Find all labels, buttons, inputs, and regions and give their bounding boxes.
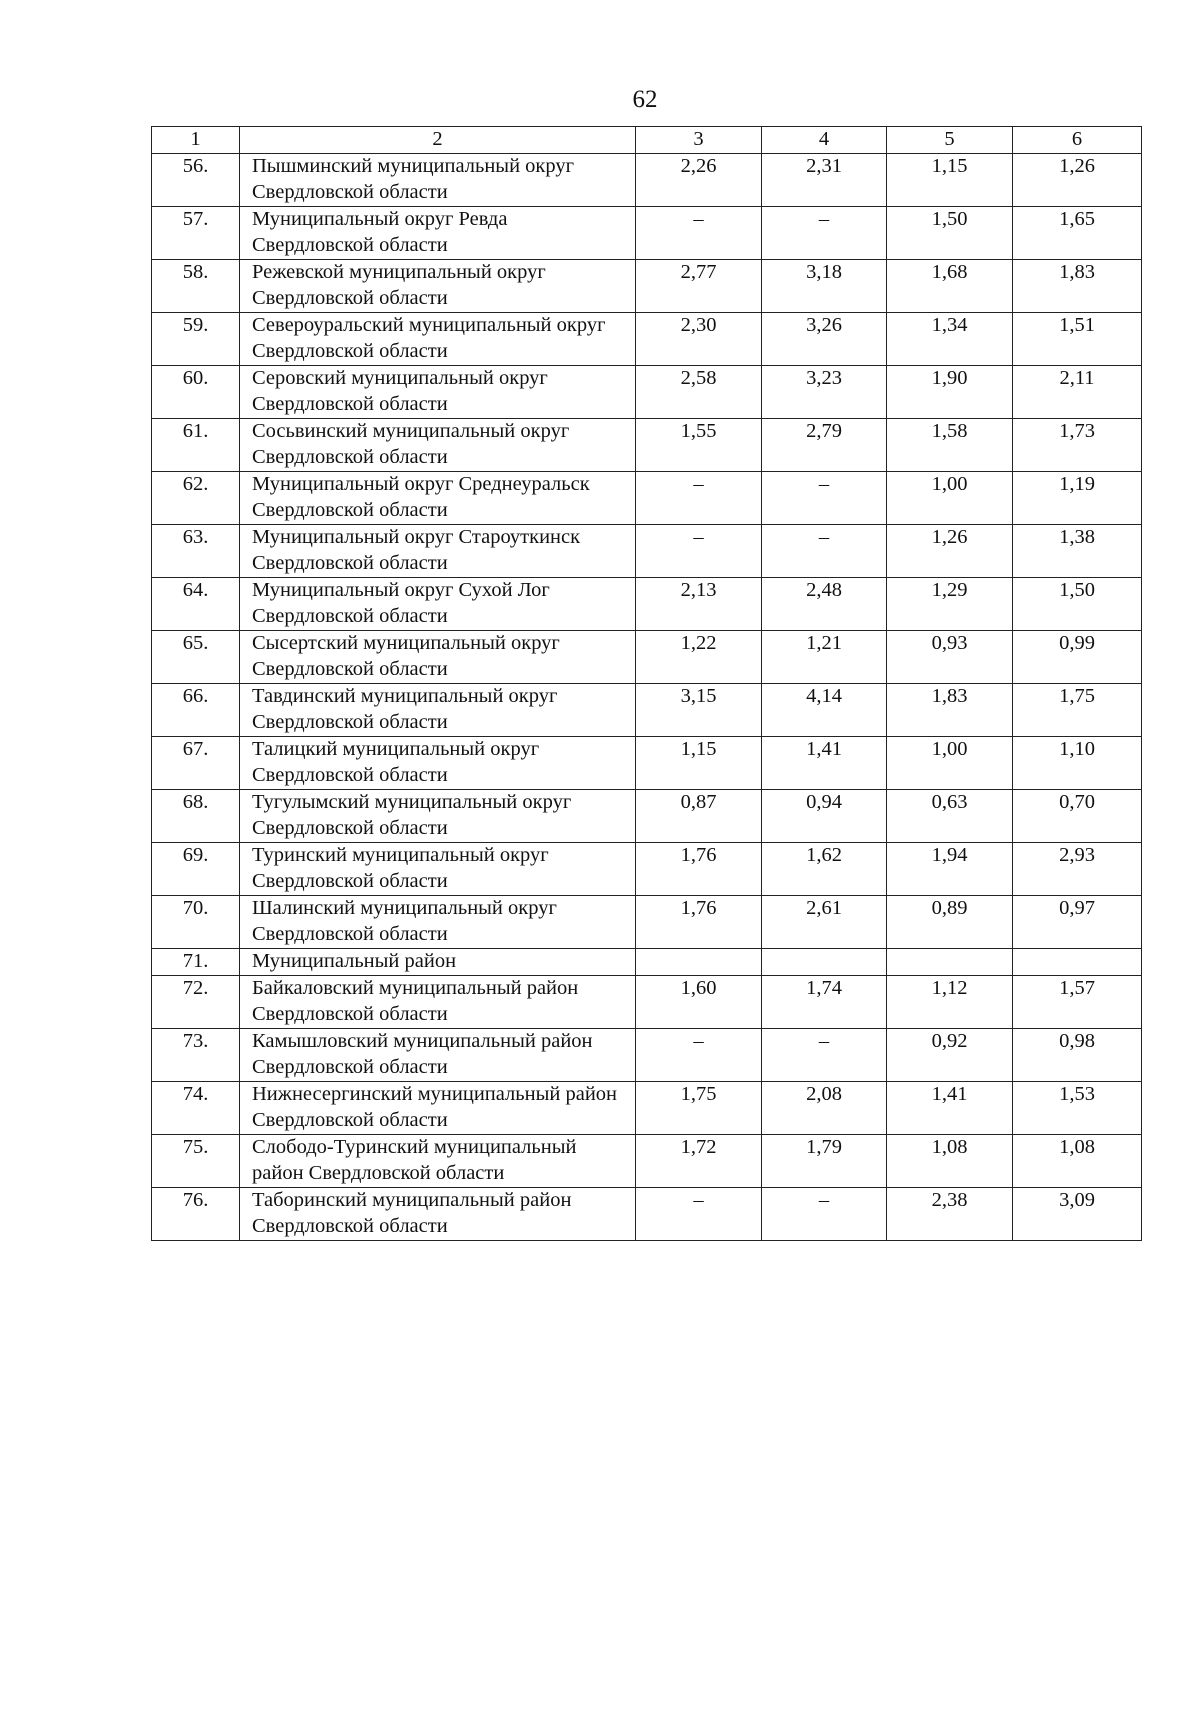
row-number: 59. bbox=[152, 313, 240, 366]
value-col-5: 1,83 bbox=[887, 684, 1013, 737]
row-number: 76. bbox=[152, 1188, 240, 1241]
value-col-3: – bbox=[636, 1188, 762, 1241]
table-row bbox=[152, 896, 1142, 949]
municipality-name: Таборинский муниципальный район Свердловской области bbox=[240, 1188, 636, 1241]
value-col-3: 2,77 bbox=[636, 260, 762, 313]
table-row bbox=[152, 843, 1142, 896]
table-row bbox=[152, 419, 1142, 472]
row-number: 57. bbox=[152, 207, 240, 260]
row-number: 75. bbox=[152, 1135, 240, 1188]
municipality-name: Камышловский муниципальный район Свердловской области bbox=[240, 1029, 636, 1082]
value-col-6: 1,83 bbox=[1013, 260, 1142, 313]
value-col-4: 3,23 bbox=[762, 366, 887, 419]
municipality-name: Муниципальный округ Среднеуральск Свердловской области bbox=[240, 472, 636, 525]
value-col-5: 0,92 bbox=[887, 1029, 1013, 1082]
value-col-5: 1,90 bbox=[887, 366, 1013, 419]
value-col-6: 1,75 bbox=[1013, 684, 1142, 737]
table-row bbox=[152, 1029, 1142, 1082]
value-col-6: 2,93 bbox=[1013, 843, 1142, 896]
table-row bbox=[152, 631, 1142, 684]
row-number: 67. bbox=[152, 737, 240, 790]
row-number: 62. bbox=[152, 472, 240, 525]
value-col-5: 1,68 bbox=[887, 260, 1013, 313]
value-col-3: 3,15 bbox=[636, 684, 762, 737]
value-col-6: 1,53 bbox=[1013, 1082, 1142, 1135]
value-col-5: 1,00 bbox=[887, 472, 1013, 525]
value-col-6: 3,09 bbox=[1013, 1188, 1142, 1241]
table-row bbox=[152, 1135, 1142, 1188]
value-col-4: 3,26 bbox=[762, 313, 887, 366]
value-col-4: – bbox=[762, 472, 887, 525]
data-table bbox=[151, 126, 1142, 1241]
value-col-5: 1,94 bbox=[887, 843, 1013, 896]
value-col-5: 1,41 bbox=[887, 1082, 1013, 1135]
value-col-5: 0,89 bbox=[887, 896, 1013, 949]
value-col-4: – bbox=[762, 207, 887, 260]
value-col-5: 1,12 bbox=[887, 976, 1013, 1029]
value-col-6: 0,98 bbox=[1013, 1029, 1142, 1082]
table-row bbox=[152, 684, 1142, 737]
table-row bbox=[152, 949, 1142, 976]
row-number: 64. bbox=[152, 578, 240, 631]
municipality-name: Тугулымский муниципальный округ Свердловской области bbox=[240, 790, 636, 843]
table-row bbox=[152, 578, 1142, 631]
row-number: 74. bbox=[152, 1082, 240, 1135]
value-col-5: 0,93 bbox=[887, 631, 1013, 684]
value-col-5: 1,58 bbox=[887, 419, 1013, 472]
column-header: 4 bbox=[762, 127, 887, 154]
row-number: 65. bbox=[152, 631, 240, 684]
value-col-5: 1,50 bbox=[887, 207, 1013, 260]
value-col-6: 2,11 bbox=[1013, 366, 1142, 419]
value-col-3: – bbox=[636, 525, 762, 578]
value-col-3 bbox=[636, 949, 762, 976]
value-col-6: 0,70 bbox=[1013, 790, 1142, 843]
row-number: 72. bbox=[152, 976, 240, 1029]
table-row bbox=[152, 1188, 1142, 1241]
value-col-4: 3,18 bbox=[762, 260, 887, 313]
table-row bbox=[152, 976, 1142, 1029]
table-row bbox=[152, 207, 1142, 260]
row-number: 58. bbox=[152, 260, 240, 313]
municipality-name: Слободо-Туринский муниципальный район Свердловской области bbox=[240, 1135, 636, 1188]
municipality-name: Муниципальный округ Ревда Свердловской области bbox=[240, 207, 636, 260]
municipality-name: Режевской муниципальный округ Свердловской области bbox=[240, 260, 636, 313]
table-row bbox=[152, 525, 1142, 578]
page-number: 62 bbox=[632, 86, 658, 113]
table-row bbox=[152, 154, 1142, 207]
municipality-name: Байкаловский муниципальный район Свердловской области bbox=[240, 976, 636, 1029]
table-header-row bbox=[152, 127, 1142, 154]
table-row bbox=[152, 260, 1142, 313]
column-header: 3 bbox=[636, 127, 762, 154]
municipality-name: Североуральский муниципальный округ Свердловской области bbox=[240, 313, 636, 366]
value-col-3: – bbox=[636, 207, 762, 260]
value-col-3: 1,75 bbox=[636, 1082, 762, 1135]
value-col-4: 2,79 bbox=[762, 419, 887, 472]
row-number: 73. bbox=[152, 1029, 240, 1082]
value-col-4: 2,31 bbox=[762, 154, 887, 207]
row-number: 69. bbox=[152, 843, 240, 896]
column-header: 5 bbox=[887, 127, 1013, 154]
value-col-3: 1,22 bbox=[636, 631, 762, 684]
row-number: 66. bbox=[152, 684, 240, 737]
value-col-6: 1,26 bbox=[1013, 154, 1142, 207]
table-body bbox=[152, 127, 1142, 1241]
value-col-3: 1,55 bbox=[636, 419, 762, 472]
value-col-5: 1,26 bbox=[887, 525, 1013, 578]
value-col-3: 2,13 bbox=[636, 578, 762, 631]
value-col-6: 0,99 bbox=[1013, 631, 1142, 684]
value-col-3: 1,76 bbox=[636, 843, 762, 896]
value-col-5: 1,29 bbox=[887, 578, 1013, 631]
value-col-4: 1,74 bbox=[762, 976, 887, 1029]
value-col-5: 1,15 bbox=[887, 154, 1013, 207]
row-number: 70. bbox=[152, 896, 240, 949]
municipality-name: Муниципальный округ Сухой Лог Свердловской области bbox=[240, 578, 636, 631]
value-col-3: – bbox=[636, 1029, 762, 1082]
value-col-6 bbox=[1013, 949, 1142, 976]
municipality-name: Сысертский муниципальный округ Свердловской области bbox=[240, 631, 636, 684]
value-col-6: 1,38 bbox=[1013, 525, 1142, 578]
value-col-4: 1,41 bbox=[762, 737, 887, 790]
value-col-5: 2,38 bbox=[887, 1188, 1013, 1241]
column-header: 6 bbox=[1013, 127, 1142, 154]
value-col-5: 0,63 bbox=[887, 790, 1013, 843]
municipality-name: Тавдинский муниципальный округ Свердловской области bbox=[240, 684, 636, 737]
value-col-3: – bbox=[636, 472, 762, 525]
row-number: 68. bbox=[152, 790, 240, 843]
value-col-3: 2,26 bbox=[636, 154, 762, 207]
value-col-6: 1,19 bbox=[1013, 472, 1142, 525]
table-row bbox=[152, 1082, 1142, 1135]
value-col-4: 0,94 bbox=[762, 790, 887, 843]
value-col-3: 2,30 bbox=[636, 313, 762, 366]
column-header: 2 bbox=[240, 127, 636, 154]
value-col-3: 1,76 bbox=[636, 896, 762, 949]
value-col-4: – bbox=[762, 1029, 887, 1082]
table-row bbox=[152, 313, 1142, 366]
value-col-6: 1,08 bbox=[1013, 1135, 1142, 1188]
row-number: 71. bbox=[152, 949, 240, 976]
value-col-6: 1,50 bbox=[1013, 578, 1142, 631]
municipality-name: Муниципальный район bbox=[240, 949, 636, 976]
value-col-3: 1,60 bbox=[636, 976, 762, 1029]
value-col-5: 1,00 bbox=[887, 737, 1013, 790]
value-col-6: 1,51 bbox=[1013, 313, 1142, 366]
value-col-4: 1,21 bbox=[762, 631, 887, 684]
row-number: 56. bbox=[152, 154, 240, 207]
value-col-4: 1,79 bbox=[762, 1135, 887, 1188]
table-row bbox=[152, 737, 1142, 790]
value-col-4: 2,61 bbox=[762, 896, 887, 949]
value-col-4: 2,08 bbox=[762, 1082, 887, 1135]
value-col-6: 1,65 bbox=[1013, 207, 1142, 260]
value-col-5: 1,08 bbox=[887, 1135, 1013, 1188]
value-col-4: 1,62 bbox=[762, 843, 887, 896]
value-col-3: 2,58 bbox=[636, 366, 762, 419]
value-col-5 bbox=[887, 949, 1013, 976]
table-row bbox=[152, 790, 1142, 843]
value-col-5: 1,34 bbox=[887, 313, 1013, 366]
municipality-name: Нижнесергинский муниципальный район Свердловской области bbox=[240, 1082, 636, 1135]
municipality-name: Пышминский муниципальный округ Свердловской области bbox=[240, 154, 636, 207]
value-col-4: – bbox=[762, 1188, 887, 1241]
value-col-4: – bbox=[762, 525, 887, 578]
value-col-4: 2,48 bbox=[762, 578, 887, 631]
table-row bbox=[152, 472, 1142, 525]
row-number: 60. bbox=[152, 366, 240, 419]
municipality-name: Талицкий муниципальный округ Свердловской области bbox=[240, 737, 636, 790]
value-col-4 bbox=[762, 949, 887, 976]
value-col-6: 0,97 bbox=[1013, 896, 1142, 949]
municipality-name: Муниципальный округ Староуткинск Свердловской области bbox=[240, 525, 636, 578]
value-col-6: 1,10 bbox=[1013, 737, 1142, 790]
value-col-6: 1,73 bbox=[1013, 419, 1142, 472]
value-col-3: 1,15 bbox=[636, 737, 762, 790]
value-col-3: 0,87 bbox=[636, 790, 762, 843]
municipality-name: Серовский муниципальный округ Свердловской области bbox=[240, 366, 636, 419]
value-col-6: 1,57 bbox=[1013, 976, 1142, 1029]
municipality-name: Туринский муниципальный округ Свердловской области bbox=[240, 843, 636, 896]
column-header: 1 bbox=[152, 127, 240, 154]
row-number: 61. bbox=[152, 419, 240, 472]
value-col-4: 4,14 bbox=[762, 684, 887, 737]
municipality-name: Сосьвинский муниципальный округ Свердловской области bbox=[240, 419, 636, 472]
value-col-3: 1,72 bbox=[636, 1135, 762, 1188]
municipality-name: Шалинский муниципальный округ Свердловской области bbox=[240, 896, 636, 949]
table-row bbox=[152, 366, 1142, 419]
row-number: 63. bbox=[152, 525, 240, 578]
